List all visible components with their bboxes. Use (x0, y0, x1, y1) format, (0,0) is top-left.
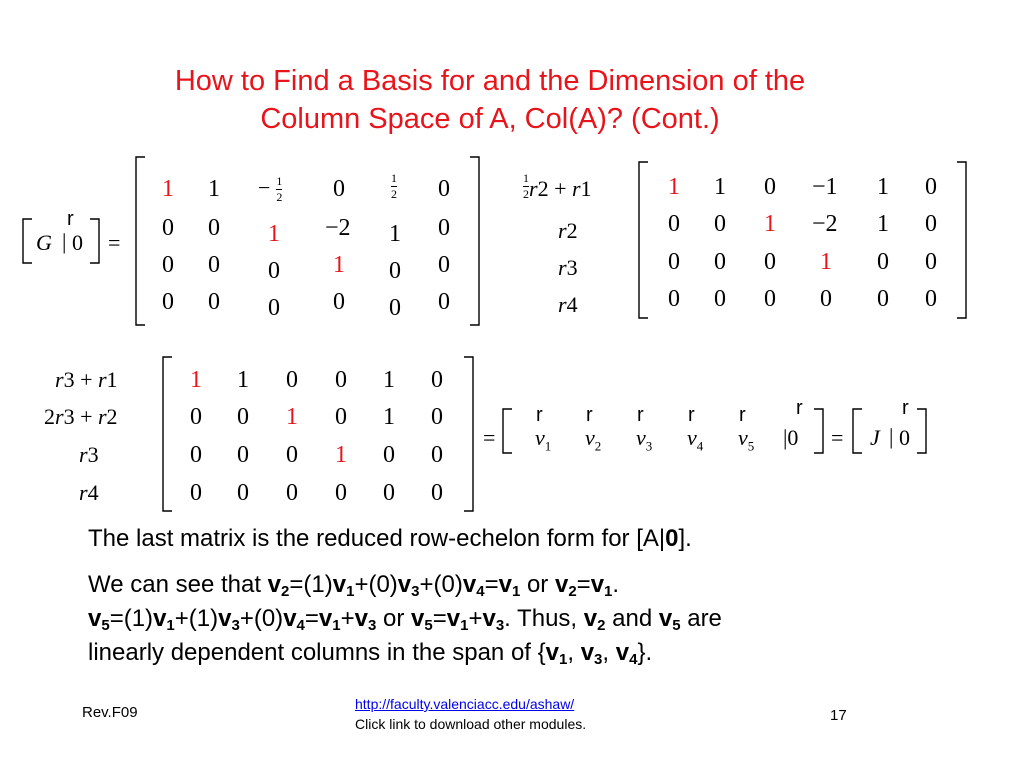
vector-v5: $v_5$ (738, 425, 755, 454)
m1-cell: 1 (389, 221, 401, 247)
row-op-label-2: r2 (558, 218, 578, 243)
module-download-link[interactable]: http://faculty.valenciacc.edu/ashaw/ (355, 696, 575, 712)
vector-v3: $v_3$ (636, 425, 653, 454)
m1-cell: 1 (162, 176, 174, 202)
m2-cell: 0 (877, 286, 889, 312)
m3-cell: 0 (431, 480, 443, 506)
m3-cell: 0 (431, 367, 443, 393)
vector-right-bracket (812, 407, 826, 455)
m2-cell: 0 (925, 249, 937, 275)
m1-cell: 0 (389, 295, 401, 321)
equals-sign: = (831, 425, 844, 450)
m3-cell: 1 (237, 367, 249, 393)
m3-cell: 0 (431, 404, 443, 430)
m3-cell: 0 (431, 442, 443, 468)
m3-cell: 0 (190, 480, 202, 506)
g-symbol: G (36, 230, 52, 255)
m1-cell: 0 (268, 295, 280, 321)
m1-cell: 1 (208, 176, 220, 202)
m3-cell: 0 (190, 404, 202, 430)
m1-cell: 0 (438, 289, 450, 315)
j-left-bracket (850, 407, 864, 455)
slide-title (60, 62, 920, 138)
m3-cell: 1 (335, 442, 347, 468)
title-line-1: How to Find a Basis for and the Dimension of the (174, 65, 806, 97)
body-line-2: We can see that $v_2=(1)v_1+(0)v_3+(0)v_4=v_1$ or $v_2=v_1$. (88, 571, 620, 600)
m1-cell-frac-half: 1 2 (391, 171, 397, 201)
m3-cell: 1 (383, 367, 395, 393)
m2-cell: 0 (714, 286, 726, 312)
m2-cell: 0 (925, 286, 937, 312)
lhs-left-bracket (20, 217, 34, 265)
row-op-label-3: r3 (79, 442, 99, 467)
matrix-3-left-bracket (160, 355, 174, 513)
row-op-label-3: r3 (558, 255, 578, 280)
m2-cell: 0 (714, 249, 726, 275)
m2-cell: 0 (764, 249, 776, 275)
m2-cell: 0 (714, 211, 726, 237)
m2-cell: 0 (877, 249, 889, 275)
m1-cell: 0 (438, 176, 450, 202)
m3-cell: 0 (335, 480, 347, 506)
row-op-label-2: 2r3 + r2 (44, 404, 118, 429)
m3-cell: 0 (286, 442, 298, 468)
title-line-2: Column Space of A, Col(A)? (Cont.) (260, 103, 720, 135)
m2-cell: 0 (668, 286, 680, 312)
vector-mark: r (739, 404, 746, 426)
vector-v2: $v_2$ (585, 425, 602, 454)
m2-cell: 0 (668, 211, 680, 237)
vector-mark: r (536, 404, 543, 426)
vector-mark: r (796, 397, 803, 419)
body-line-3: $v_5=(1)v_1+(1)v_3+(0)v_4=v_1+v_3$ or $v_5=v_1+v_3$. Thus, $v_2$ and $v_5$ are (88, 605, 722, 634)
m1-cell: 0 (208, 289, 220, 315)
revision-label: Rev.F09 (82, 704, 138, 721)
augment-zero: |0 (783, 425, 799, 450)
m1-cell: 0 (438, 215, 450, 241)
m2-cell: −1 (812, 174, 838, 200)
m2-cell: −2 (812, 211, 838, 237)
row-op-label-1: 1 2r2 + r1 (523, 171, 592, 201)
matrix-1-left-bracket (133, 155, 147, 327)
row-op-label-4: r4 (558, 292, 578, 317)
vector-mark: r (637, 404, 644, 426)
zero-symbol: 0 (72, 230, 83, 255)
m3-cell: 0 (286, 367, 298, 393)
m3-cell: 1 (286, 404, 298, 430)
page-number: 17 (830, 707, 847, 724)
m1-cell: 0 (208, 252, 220, 278)
lhs-right-bracket (88, 217, 102, 265)
m1-cell: 0 (208, 215, 220, 241)
m2-cell: 1 (714, 174, 726, 200)
m3-cell: 1 (190, 367, 202, 393)
matrix-2-left-bracket (636, 160, 650, 320)
m1-cell: 0 (389, 258, 401, 284)
matrix-1-right-bracket (468, 155, 482, 327)
j-right-bracket (915, 407, 929, 455)
m2-cell: 1 (877, 174, 889, 200)
vector-mark: r (902, 397, 909, 419)
m1-cell: 1 (268, 221, 280, 247)
m2-cell: 0 (820, 286, 832, 312)
vector-mark: r (586, 404, 593, 426)
m2-cell: 0 (764, 174, 776, 200)
m3-cell: 0 (237, 404, 249, 430)
equals-sign: = (108, 230, 121, 255)
footer-note: Click link to download other modules. (355, 716, 587, 732)
m3-cell: 1 (383, 404, 395, 430)
m1-cell: 0 (162, 215, 174, 241)
zero-symbol: 0 (899, 425, 910, 450)
m3-cell: 0 (237, 442, 249, 468)
m3-cell: 0 (335, 367, 347, 393)
m2-cell: 1 (764, 211, 776, 237)
vector-mark: r (688, 404, 695, 426)
augment-bar: | (889, 424, 894, 449)
row-op-label-1: r3 + r1 (55, 367, 118, 392)
m1-cell-frac-neg-half: − 1 2 (258, 174, 283, 204)
vector-mark: r (67, 208, 74, 230)
m2-cell: 1 (820, 249, 832, 275)
m3-cell: 0 (237, 480, 249, 506)
m2-cell: 0 (925, 174, 937, 200)
row-op-label-4: r4 (79, 480, 99, 505)
m1-cell: 0 (438, 252, 450, 278)
m2-cell: 0 (764, 286, 776, 312)
m2-cell: 1 (877, 211, 889, 237)
body-line-4: linearly dependent columns in the span of {$v_1$, $v_3$, $v_4$}. (88, 639, 653, 668)
m1-cell: 1 (333, 252, 345, 278)
vector-v1: $v_1$ (535, 425, 552, 454)
m2-cell: 0 (668, 249, 680, 275)
m1-cell: −2 (325, 215, 351, 241)
m2-cell: 1 (668, 174, 680, 200)
j-symbol: J (870, 425, 880, 450)
m3-cell: 0 (335, 404, 347, 430)
augment-bar: | (62, 229, 67, 254)
body-line-1: The last matrix is the reduced row-echelon form for [A|0]. (88, 525, 692, 552)
vector-left-bracket (500, 407, 514, 455)
matrix-2-right-bracket (955, 160, 969, 320)
vector-v4: $v_4$ (687, 425, 704, 454)
m3-cell: 0 (286, 480, 298, 506)
m3-cell: 0 (383, 480, 395, 506)
m1-cell: 0 (333, 176, 345, 202)
m1-cell: 0 (162, 289, 174, 315)
m1-cell: 0 (268, 258, 280, 284)
equals-sign: = (483, 425, 496, 450)
matrix-3-right-bracket (462, 355, 476, 513)
m3-cell: 0 (190, 442, 202, 468)
m1-cell: 0 (333, 289, 345, 315)
m1-cell: 0 (162, 252, 174, 278)
m3-cell: 0 (383, 442, 395, 468)
m2-cell: 0 (925, 211, 937, 237)
